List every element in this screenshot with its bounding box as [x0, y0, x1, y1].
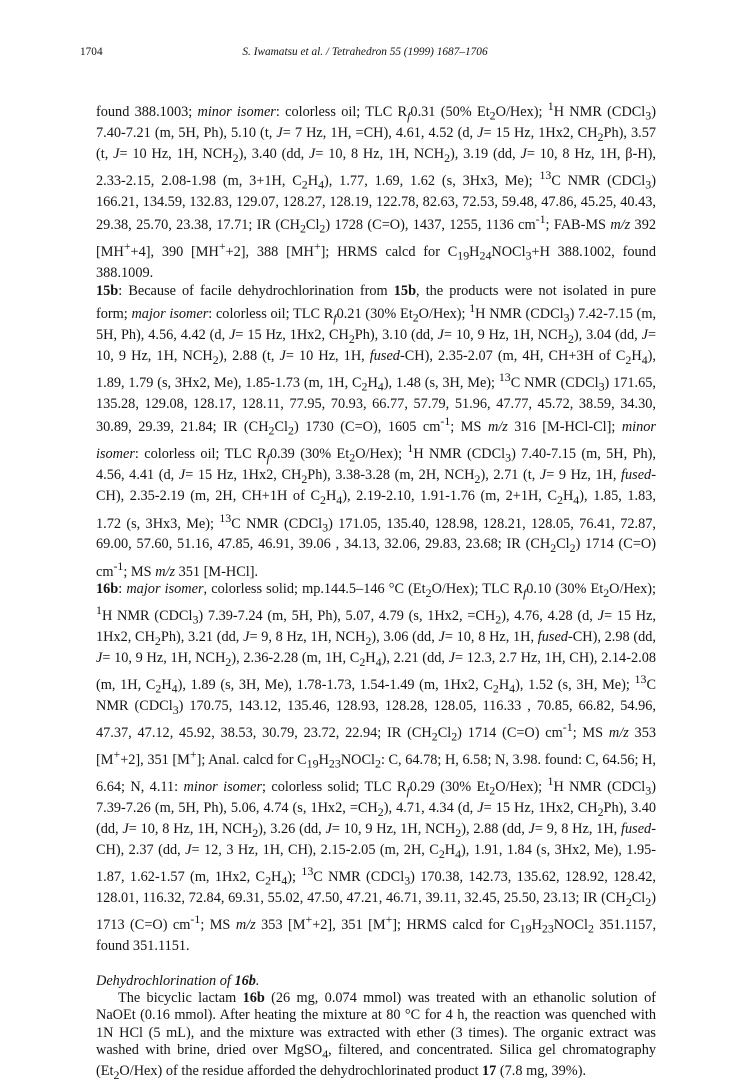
page-header	[80, 46, 650, 62]
section-heading: Dehydrochlorination of 16b.	[96, 972, 260, 989]
paragraph-15b: 15b: Because of facile dehydrochlorination from 15b, the products were not isolated in pure form; major isomer: colorless oil; TLC $R_f0.21$ (30% $Et_2O/Hex$); $^1$H NMR (CDCl$_3$) 7.42-7.15 (m, 5H, Ph), 4.56, 4.42 (d, J= 15 Hz, 1Hx2, $CH_2Ph$), 3.10 (dd, J= 10, 9 Hz, 1H, $NCH_2$), 3.04 (dd, J= 10, 9 Hz, 1H, $NCH_2$), 2.88 (t, J= 10 Hz, 1H, fused-CH), 2.35-2.07 (m, 4H, CH+3H of $C_2H_4$), 1.89, 1.79 (s, 3Hx2, Me), 1.85-1.73 (m, 1H, $C_2H_4$), 1.48 (s, 3H, Me); $^{13}$C NMR (CDCl$_3$) 171.65, 135.28, 129.08, 128.17, 128.11, 77.95, 70.93, 66.77, 57.79, 51.96, 47.77, 45.72, 38.59, 34.30, 30.89, 29.39, 21.84; IR $(CH_2Cl_2)$ 1730 (C=O), 1605 $cm^{-1}$; MS m/z 316 [M-HCl-Cl]; minor isomer: colorless oil; TLC $R_f0.39$ (30% $Et_2O/Hex$); $^1$H NMR (CDCl$_3$) 7.40-7.15 (m, 5H, Ph), 4.56, 4.41 (d, J= 15 Hz, 1Hx2, $CH_2Ph$), 3.38-3.28 (m, 2H, $NCH_2$), 2.71 (t, J= 9 Hz, 1H, fused-CH), 2.35-2.19 (m, 2H, CH+1H of $C_2H_4$), 2.19-2.10, 1.91-1.76 (m, 2+1H, $C_2H_4$), 1.85, 1.83, 1.72 (s, 3Hx3, Me); $^{13}$C NMR (CDCl$_3$) 171.05, 135.40, 128.98, 128.21, 128.05, 76.41, 72.87, 69.00, 57.60, 51.16, 47.85, 46.91, 39.06 , 34.13, 32.06, 29.83, 23.68; IR $(CH_2Cl_2)$ 1714 (C=O) $cm^{-1}$; MS m/z 351 [M-HCl].	[96, 282, 657, 580]
paragraph-dehydrochlorination: The bicyclic lactam 16b (26 mg, 0.074 mmol) was treated with an ethanolic solution of NaOEt (0.16 mmol). After heating the mixture at 80 °C for 4 h, the reaction was quenched with 1N HCl (5 mL), and the mixture was extracted with ether (3 times). The organic extract was washed with brine, dried over MgSO$_4$, filtered, and concentrated. Silica gel chromatography $(Et_2O/Hex)$ of the residue afforded the dehydrochlorinated product 17 (7.8 mg, 39%).	[96, 989, 656, 1082]
page-number: 1704	[80, 46, 103, 58]
paragraph-15a-minor: found 388.1003; minor isomer: colorless oil; TLC $R_f0.31$ (50% $Et_2O/Hex$); $^1$H NMR (CDCl$_3$) 7.40-7.21 (m, 5H, Ph), 5.10 (t, J= 7 Hz, 1H, =CH), 4.61, 4.52 (d, J= 15 Hz, 1Hx2, $CH_2Ph$), 3.57 (t, J= 10 Hz, 1H, $NCH_2$), 3.40 (dd, J= 10, 8 Hz, 1H, $NCH_2$), 3.19 (dd, J= 10, 8 Hz, 1H, β-H), 2.33-2.15, 2.08-1.98 (m, 3+1H, $C_2H_4$), 1.77, 1.69, 1.62 (s, 3Hx3, Me); $^{13}$C NMR (CDCl$_3$) 166.21, 134.59, 132.83, 129.07, 128.27, 128.19, 122.78, 82.63, 72.53, 59.48, 47.86, 45.25, 40.43, 29.38, 25.70, 23.38, 17.71; IR $(CH_2Cl_2)$ 1728 (C=O), 1437, 1255, 1136 $cm^{-1}$; FAB-MS m/z 392 [MH++4], 390 [MH++2], 388 [MH+]; HRMS calcd for $C_{19}H_{24}NOCl_3+H$ 388.1002, found 388.1009.	[96, 99, 657, 282]
page-body	[96, 98, 656, 1084]
running-head: S. Iwamatsu et al. / Tetrahedron 55 (1999) 1687–1706	[242, 46, 488, 58]
paragraph-16b: 16b: major isomer, colorless solid; mp.144.5–146 °C $(Et_2O/Hex)$; TLC $R_f0.10$ (30% $Et_2O/Hex$); $^1$H NMR (CDCl$_3$) 7.39-7.24 (m, 5H, Ph), 5.07, 4.79 (s, 1Hx2, $=CH_2$), 4.76, 4.28 (d, J= 15 Hz, 1Hx2, $CH_2Ph$), 3.21 (dd, J= 9, 8 Hz, 1H, $NCH_2$), 3.06 (dd, J= 10, 8 Hz, 1H, fused-CH), 2.98 (dd, J= 10, 9 Hz, 1H, $NCH_2$), 2.36-2.28 (m, 1H, $C_2H_4$), 2.21 (dd, J= 12.3, 2.7 Hz, 1H, CH), 2.14-2.08 (m, 1H, $C_2H_4$), 1.89 (s, 3H, Me), 1.78-1.73, 1.54-1.49 (m, 1Hx2, $C_2H_4$), 1.52 (s, 3H, Me); $^{13}$C NMR (CDCl$_3$) 170.75, 143.12, 135.46, 128.93, 128.28, 128.05, 116.33 , 70.85, 66.82, 54.96, 47.37, 47.12, 45.92, 38.53, 30.79, 23.72, 22.94; IR $(CH_2Cl_2)$ 1714 (C=O) $cm^{-1}$; MS m/z 353 [M++2], 351 [M+]; Anal. calcd for $C_{19}H_{23}NOCl_2$: C, 64.78; H, 6.58; N, 3.98. found: C, 64.56; H, 6.64; N, 4.11: minor isomer; colorless solid; TLC $R_f0.29$ (30% $Et_2O/Hex$); $^1$H NMR (CDCl$_3$) 7.39-7.26 (m, 5H, Ph), 5.06, 4.74 (s, 1Hx2, $=CH_2$), 4.71, 4.34 (d, J= 15 Hz, 1Hx2, $CH_2Ph$), 3.40 (dd, J= 10, 8 Hz, 1H, $NCH_2$), 3.26 (dd, J= 10, 9 Hz, 1H, $NCH_2$), 2.88 (dd, J= 9, 8 Hz, 1H, fused-CH), 2.37 (dd, J= 12, 3 Hz, 1H, CH), 2.15-2.05 (m, 2H, $C_2H_4$), 1.91, 1.84 (s, 3Hx2, Me), 1.95-1.87, 1.62-1.57 (m, 1Hx2, $C_2H_4$); $^{13}$C NMR (CDCl$_3$) 170.38, 142.73, 135.62, 128.92, 128.42, 128.01, 116.32, 72.84, 69.31, 55.02, 47.50, 47.21, 46.71, 39.11, 32.45, 25.50, 23.13; IR $(CH_2Cl_2)$ 1713 (C=O) $cm^{-1}$; MS m/z 353 [M++2], 351 [M+]; HRMS calcd for $C_{19}H_{23}NOCl_2$ 351.1157, found 351.1151.	[96, 580, 657, 955]
